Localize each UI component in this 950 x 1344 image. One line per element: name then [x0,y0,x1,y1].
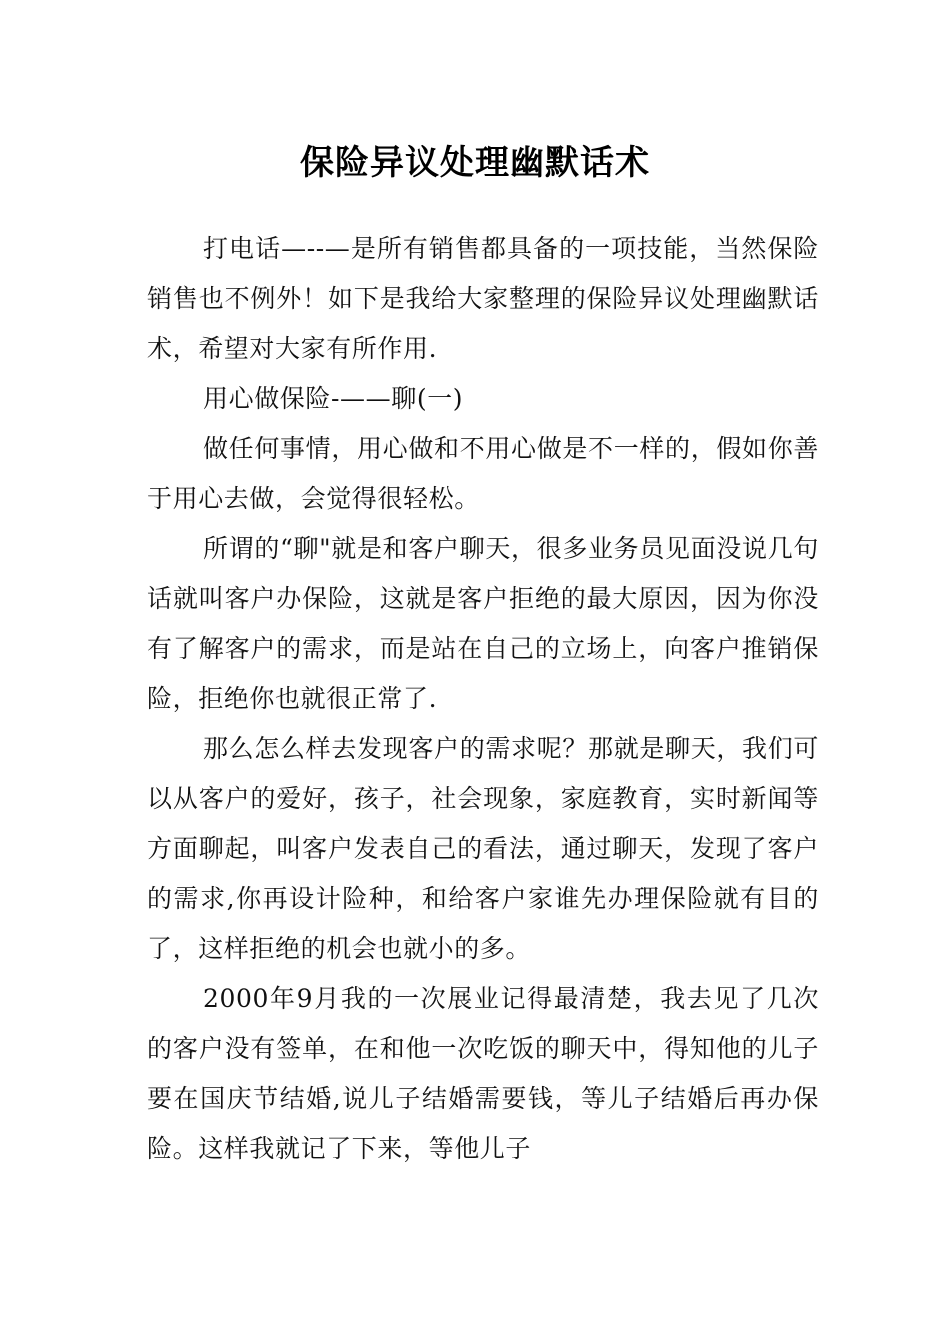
paragraph-discover-needs: 那么怎么样去发现客户的需求呢？那就是聊天，我们可以从客户的爱好，孩子，社会现象，家庭教育，实时新闻等方面聊起，叫客户发表自己的看法，通过聊天，发现了客户的需求,你再设计险种，和给客户家谁先办理保险就有目的了，这样拒绝的机会也就小的多。 [147,734,819,963]
paragraph-example-2000: 2000年9月我的一次展业记得最清楚，我去见了几次的客户没有签单，在和他一次吃饭的聊天中，得知他的儿子要在国庆节结婚,说儿子结婚需要钱，等儿子结婚后再办保险。这样我就记了下来，等他儿子 [147,984,819,1163]
document-title: 保险异议处理幽默话术 [300,143,650,183]
section-heading: 用心做保险-——聊(一) [203,384,464,413]
paragraph-attentive: 做任何事情，用心做和不用心做是不一样的，假如你善于用心去做，会觉得很轻松。 [147,434,819,513]
paragraph-intro: 打电话—--—是所有销售都具备的一项技能，当然保险销售也不例外！如下是我给大家整理的保险异议处理幽默话术，希望对大家有所作用. [147,234,819,363]
document-body [147,224,819,1174]
paragraph-chat-meaning: 所谓的“聊"就是和客户聊天，很多业务员见面没说几句话就叫客户办保险，这就是客户拒绝的最大原因，因为你没有了解客户的需求，而是站在自己的立场上，向客户推销保险，拒绝你也就很正常了. [147,534,819,713]
